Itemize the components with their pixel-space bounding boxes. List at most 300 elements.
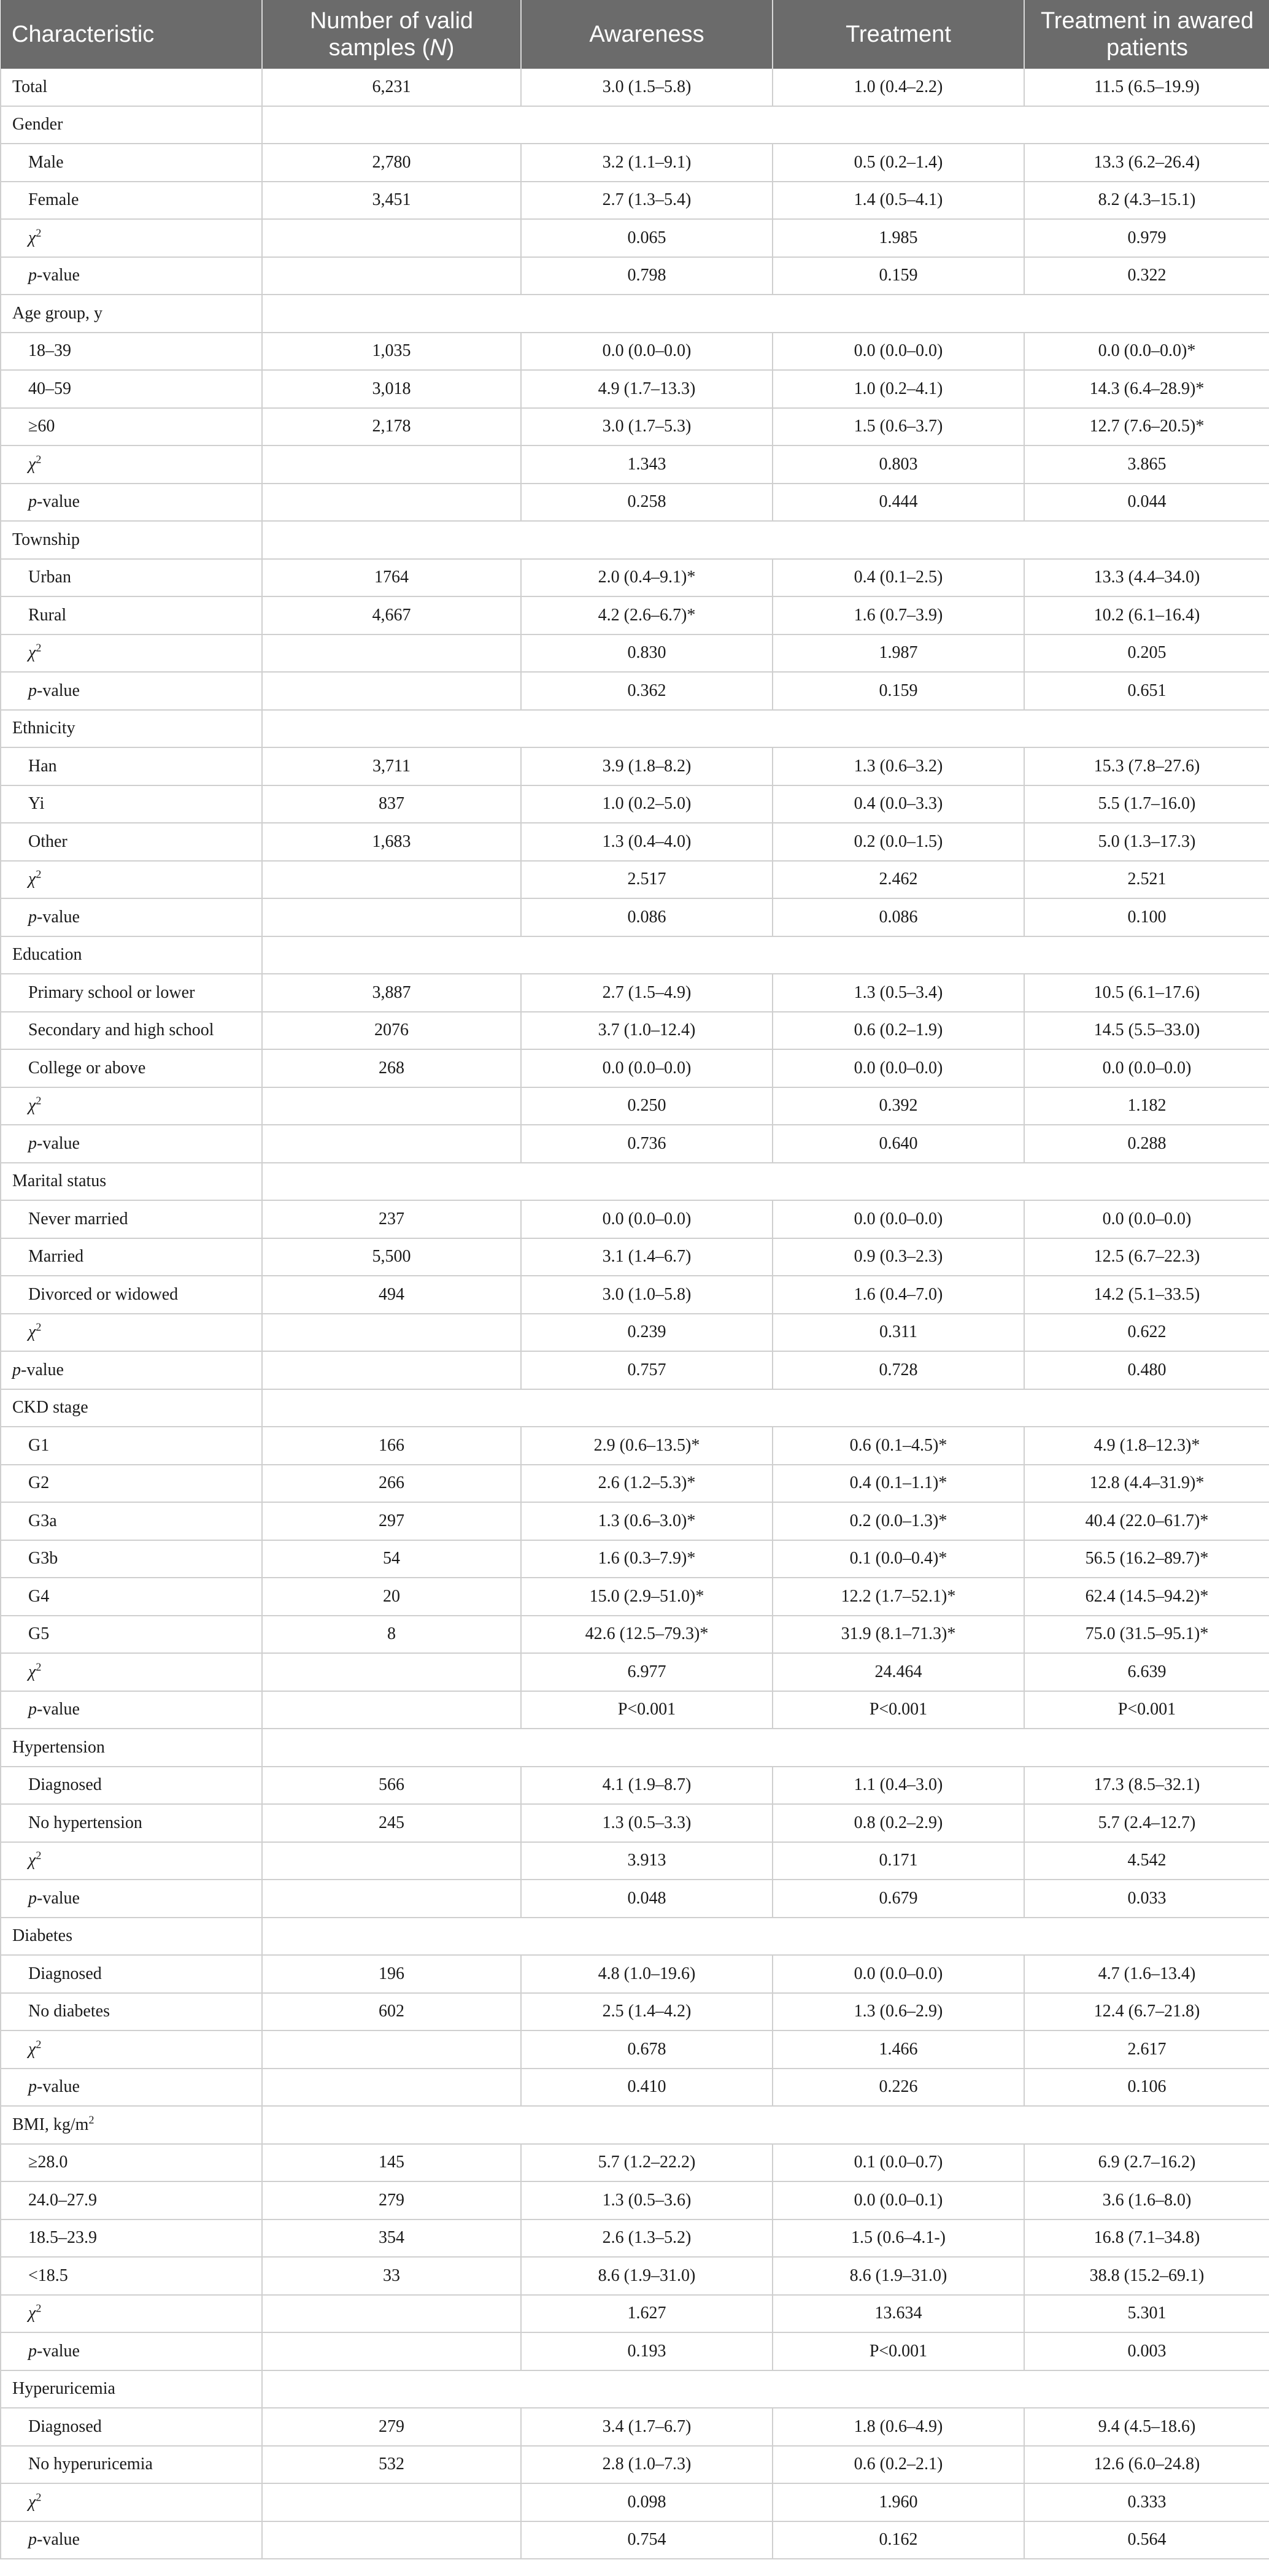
p-symbol: p [28,681,37,700]
empty-cell [773,2370,1024,2408]
cell-valid-samples: 5,500 [262,1238,521,1276]
cell-treatment-awared: 12.7 (7.6–20.5)* [1024,408,1269,446]
cell-treatment-awared: 14.2 (5.1–33.5) [1024,1276,1269,1314]
chi-sup: 2 [36,2491,42,2504]
row-label [1,1049,262,1087]
cell-valid-samples: 237 [262,1200,521,1238]
cell-valid-samples: 2076 [262,1012,521,1050]
group-label [1,295,262,333]
row-label [1,1238,262,1276]
cell-treatment: 8.6 (1.9–31.0) [773,2257,1024,2295]
p-symbol: p [12,1360,21,1379]
cell-treatment-awared: 0.979 [1024,219,1269,257]
cell-treatment-awared: 5.7 (2.4–12.7) [1024,1804,1269,1842]
cell-treatment-awared: 0.003 [1024,2332,1269,2370]
table-row [1,1540,1269,1578]
row-label-text: Diagnosed [28,1775,102,1795]
empty-cell [773,106,1024,144]
p-value-row [1,2332,1269,2370]
cell-treatment-awared: 1.182 [1024,1087,1269,1125]
cell-treatment-awared: 6.9 (2.7–16.2) [1024,2144,1269,2182]
cell-valid-samples [262,2483,521,2521]
cell-treatment-awared: 13.3 (6.2–26.4) [1024,144,1269,182]
p-value-row [1,484,1269,522]
cell-treatment: 2.462 [773,861,1024,899]
chi-square-row [1,1087,1269,1125]
group-label [1,1163,262,1201]
cell-awareness: 0.798 [521,257,773,295]
cell-treatment: 0.728 [773,1351,1024,1389]
chi-square-row [1,2295,1269,2333]
header-awareness-text: Awareness [589,21,704,47]
cell-treatment-awared: 4.9 (1.8–12.3)* [1024,1427,1269,1465]
cell-awareness: 3.2 (1.1–9.1) [521,144,773,182]
row-label [1,2069,262,2107]
header-samples-post: ) [446,35,455,61]
header-row [1,0,1269,69]
cell-valid-samples: 1,035 [262,333,521,371]
row-label [1,333,262,371]
cell-valid-samples: 33 [262,2257,521,2295]
row-label [1,747,262,785]
chi-square-row [1,1653,1269,1691]
header-awareness [521,0,773,69]
row-label [1,408,262,446]
cell-valid-samples: 279 [262,2181,521,2219]
row-label [1,1880,262,1918]
cell-awareness: 2.6 (1.2–5.3)* [521,1465,773,1503]
cell-treatment-awared: 2.617 [1024,2030,1269,2069]
row-label [1,898,262,936]
cell-awareness: 0.0 (0.0–0.0) [521,1049,773,1087]
row-label-text: Urban [28,568,71,587]
cell-treatment-awared: 15.3 (7.8–27.6) [1024,747,1269,785]
empty-cell [1024,2370,1269,2408]
row-label [1,672,262,710]
cell-valid-samples [262,2332,521,2370]
row-label [1,2030,262,2069]
row-label [1,2257,262,2295]
chi-symbol: χ [28,870,36,889]
cell-valid-samples: 4,667 [262,596,521,634]
table-row [1,1276,1269,1314]
row-label [1,634,262,673]
cell-awareness: 0.250 [521,1087,773,1125]
cell-treatment-awared: 8.2 (4.3–15.1) [1024,182,1269,220]
row-label-text: No hypertension [28,1813,142,1832]
cell-treatment-awared: 0.651 [1024,672,1269,710]
cell-treatment: 0.159 [773,257,1024,295]
cell-treatment-awared: 0.480 [1024,1351,1269,1389]
header-treatment-awared [1024,0,1269,69]
empty-cell [262,106,521,144]
empty-cell [773,1389,1024,1427]
cell-valid-samples: 3,451 [262,182,521,220]
row-label-text: G3a [28,1511,57,1530]
table-row [1,2446,1269,2484]
cell-treatment-awared: 38.8 (15.2–69.1) [1024,2257,1269,2295]
chi-symbol: χ [28,1851,36,1870]
cell-treatment: 0.9 (0.3–2.3) [773,1238,1024,1276]
cell-treatment: 0.4 (0.0–3.3) [773,785,1024,823]
group-header-row [1,2370,1269,2408]
chi-square-row [1,634,1269,673]
cell-treatment-awared: 5.301 [1024,2295,1269,2333]
empty-cell [773,1918,1024,1956]
cell-valid-samples: 1,683 [262,823,521,861]
empty-cell [521,1729,773,1767]
cell-treatment: 0.0 (0.0–0.0) [773,333,1024,371]
row-label [1,2332,262,2370]
group-label-text: CKD stage [12,1398,88,1417]
chi-sup: 2 [36,1849,42,1862]
row-label [1,1314,262,1352]
row-label-text: Other [28,831,68,851]
empty-cell [521,106,773,144]
cell-valid-samples [262,1351,521,1389]
empty-cell [1024,2106,1269,2144]
cell-awareness: 1.0 (0.2–5.0) [521,785,773,823]
cell-awareness: 42.6 (12.5–79.3)* [521,1616,773,1654]
p-label-rest: -value [37,266,80,285]
chi-sup: 2 [36,226,42,239]
group-label [1,106,262,144]
chi-symbol: χ [28,1322,36,1342]
row-label [1,861,262,899]
cell-treatment: 1.3 (0.6–2.9) [773,1993,1024,2031]
cell-valid-samples [262,1087,521,1125]
row-label [1,1804,262,1842]
row-label-text: Diagnosed [28,1964,102,1983]
row-label-text: Male [28,152,64,172]
cell-treatment: P<0.001 [773,1691,1024,1729]
row-label-text: G2 [28,1473,50,1493]
table-row [1,1502,1269,1540]
group-label-sup: 2 [88,2113,94,2126]
cell-valid-samples [262,672,521,710]
row-label-text: Diagnosed [28,2416,102,2436]
cell-awareness: 2.7 (1.5–4.9) [521,974,773,1012]
empty-cell [773,2106,1024,2144]
row-label-text: Yi [28,794,45,814]
cell-treatment: 0.2 (0.0–1.5) [773,823,1024,861]
cell-treatment-awared: 14.5 (5.5–33.0) [1024,1012,1269,1050]
table-row [1,1049,1269,1087]
p-symbol: p [28,1700,37,1719]
cell-treatment: 0.0 (0.0–0.1) [773,2181,1024,2219]
row-label [1,974,262,1012]
cell-valid-samples [262,445,521,484]
row-label [1,1200,262,1238]
cell-treatment-awared: 0.0 (0.0–0.0) [1024,1049,1269,1087]
group-label [1,1389,262,1427]
group-header-row [1,1389,1269,1427]
chi-sup: 2 [36,641,42,654]
header-treatment [773,0,1024,69]
chi-square-row [1,219,1269,257]
chi-square-row [1,2030,1269,2069]
cell-treatment-awared: 0.106 [1024,2069,1269,2107]
cell-awareness: 6.977 [521,1653,773,1691]
row-label [1,219,262,257]
row-label [1,257,262,295]
cell-treatment-awared: 5.0 (1.3–17.3) [1024,823,1269,861]
cell-valid-samples: 494 [262,1276,521,1314]
table-row [1,2144,1269,2182]
table-row [1,69,1269,106]
cell-valid-samples: 268 [262,1049,521,1087]
cell-treatment-awared: 75.0 (31.5–95.1)* [1024,1616,1269,1654]
empty-cell [262,1729,521,1767]
cell-treatment: 0.1 (0.0–0.7) [773,2144,1024,2182]
cell-treatment: 24.464 [773,1653,1024,1691]
empty-cell [521,2370,773,2408]
empty-cell [1024,1163,1269,1201]
cell-awareness: 5.7 (1.2–22.2) [521,2144,773,2182]
row-label [1,1125,262,1163]
cell-treatment: 0.226 [773,2069,1024,2107]
row-label [1,182,262,220]
header-treatment-awared-text: Treatment in awared patients [1040,8,1254,61]
p-label-rest: -value [37,1700,80,1719]
cell-awareness: 0.0 (0.0–0.0) [521,333,773,371]
cell-treatment-awared: 0.288 [1024,1125,1269,1163]
p-value-row [1,1691,1269,1729]
cell-treatment-awared: 40.4 (22.0–61.7)* [1024,1502,1269,1540]
p-value-row [1,2069,1269,2107]
empty-cell [1024,106,1269,144]
empty-cell [262,710,521,748]
cell-awareness: 1.343 [521,445,773,484]
cell-awareness: 3.7 (1.0–12.4) [521,1012,773,1050]
p-value-row [1,1125,1269,1163]
empty-cell [521,1389,773,1427]
cell-awareness: 2.9 (0.6–13.5)* [521,1427,773,1465]
group-label-text: Township [12,530,80,549]
chi-symbol: χ [28,1662,36,1681]
row-label-text: No diabetes [28,2002,110,2021]
group-header-row [1,1163,1269,1201]
chi-symbol: χ [28,454,36,474]
cell-valid-samples [262,2069,521,2107]
row-label-text: ≥28.0 [28,2153,68,2172]
cell-treatment: 0.6 (0.2–1.9) [773,1012,1024,1050]
cell-treatment-awared: 56.5 (16.2–89.7)* [1024,1540,1269,1578]
cell-awareness: 2.0 (0.4–9.1)* [521,559,773,597]
row-label-text: Secondary and high school [28,1020,214,1040]
chi-sup: 2 [36,1094,42,1107]
row-label [1,1540,262,1578]
cell-treatment: 1.1 (0.4–3.0) [773,1767,1024,1805]
cell-valid-samples: 3,018 [262,370,521,408]
empty-cell [521,295,773,333]
cell-awareness: 3.0 (1.5–5.8) [521,69,773,106]
p-label-rest: -value [37,1133,80,1153]
cell-treatment: 1.3 (0.5–3.4) [773,974,1024,1012]
cell-valid-samples: 196 [262,1955,521,1993]
cell-valid-samples [262,257,521,295]
row-label-text: Married [28,1247,84,1267]
p-value-row [1,898,1269,936]
cell-treatment-awared: 0.205 [1024,634,1269,673]
empty-cell [1024,521,1269,559]
empty-cell [521,521,773,559]
row-label-text: ≥60 [28,417,55,436]
p-label-rest: -value [37,2077,80,2097]
cell-treatment-awared: 0.0 (0.0–0.0) [1024,1200,1269,1238]
row-label-text: G4 [28,1586,50,1606]
cell-valid-samples [262,484,521,522]
cell-awareness: 0.048 [521,1880,773,1918]
table-row [1,823,1269,861]
group-label-text: Diabetes [12,1926,72,1946]
cell-treatment: 0.6 (0.2–2.1) [773,2446,1024,2484]
cell-awareness: 0.239 [521,1314,773,1352]
table-row [1,2181,1269,2219]
chi-sup: 2 [36,2302,42,2315]
cell-awareness: 0.830 [521,634,773,673]
cell-valid-samples: 266 [262,1465,521,1503]
cell-awareness: 2.8 (1.0–7.3) [521,2446,773,2484]
chi-sup: 2 [36,453,42,466]
empty-cell [1024,1389,1269,1427]
empty-cell [521,1163,773,1201]
group-label-text: Education [12,945,82,965]
table-row [1,370,1269,408]
row-label [1,144,262,182]
cell-treatment: 0.392 [773,1087,1024,1125]
row-label-text: 18.5–23.9 [28,2228,97,2248]
p-label-rest: -value [37,2341,80,2361]
row-label [1,445,262,484]
cell-treatment: 1.960 [773,2483,1024,2521]
cell-awareness: 1.3 (0.5–3.6) [521,2181,773,2219]
empty-cell [773,710,1024,748]
cell-valid-samples [262,2521,521,2559]
p-value-row [1,672,1269,710]
cell-valid-samples: 297 [262,1502,521,1540]
group-header-row [1,936,1269,974]
row-label [1,2446,262,2484]
cell-awareness: 0.757 [521,1351,773,1389]
table-row [1,1804,1269,1842]
cell-treatment: 13.634 [773,2295,1024,2333]
row-label [1,1012,262,1050]
row-label [1,1502,262,1540]
header-samples-pre: Number of valid samples ( [309,8,474,61]
table-row [1,1465,1269,1503]
cell-treatment: 0.0 (0.0–0.0) [773,1200,1024,1238]
row-label-text: G5 [28,1624,50,1644]
row-label [1,1993,262,2031]
table-row [1,1012,1269,1050]
cell-treatment: 1.5 (0.6–3.7) [773,408,1024,446]
group-label [1,710,262,748]
empty-cell [1024,1918,1269,1956]
empty-cell [1024,710,1269,748]
row-label [1,2144,262,2182]
header-samples-n: N [430,35,447,61]
header-number-of-samples [262,0,521,69]
chi-sup: 2 [36,1660,42,1673]
cell-treatment-awared: 0.033 [1024,1880,1269,1918]
row-label [1,1616,262,1654]
cell-treatment-awared: P<0.001 [1024,1691,1269,1729]
cell-valid-samples: 20 [262,1578,521,1616]
cell-awareness: 1.3 (0.6–3.0)* [521,1502,773,1540]
cell-treatment-awared: 0.044 [1024,484,1269,522]
cell-awareness: 3.1 (1.4–6.7) [521,1238,773,1276]
cell-treatment-awared: 62.4 (14.5–94.2)* [1024,1578,1269,1616]
cell-awareness: 0.258 [521,484,773,522]
cell-treatment: 0.2 (0.0–1.3)* [773,1502,1024,1540]
cell-valid-samples: 8 [262,1616,521,1654]
p-value-row [1,2521,1269,2559]
row-label [1,1087,262,1125]
row-label [1,484,262,522]
cell-valid-samples [262,1314,521,1352]
cell-treatment: 1.987 [773,634,1024,673]
cell-treatment-awared: 2.521 [1024,861,1269,899]
p-symbol: p [28,2341,37,2361]
cell-treatment: 0.8 (0.2–2.9) [773,1804,1024,1842]
cell-valid-samples: 1764 [262,559,521,597]
cell-treatment: 0.086 [773,898,1024,936]
empty-cell [262,295,521,333]
cell-valid-samples: 566 [262,1767,521,1805]
chi-symbol: χ [28,2304,36,2323]
row-label-text: <18.5 [28,2266,68,2285]
cell-awareness: 3.4 (1.7–6.7) [521,2408,773,2446]
cell-valid-samples: 354 [262,2219,521,2258]
table-row [1,1427,1269,1465]
chi-square-row [1,2483,1269,2521]
chi-sup: 2 [36,2038,42,2051]
group-header-row [1,295,1269,333]
cell-treatment: 0.0 (0.0–0.0) [773,1049,1024,1087]
cell-treatment: 0.4 (0.1–2.5) [773,559,1024,597]
empty-cell [773,936,1024,974]
row-label [1,559,262,597]
group-label [1,2106,262,2144]
empty-cell [773,1163,1024,1201]
cell-awareness: 0.193 [521,2332,773,2370]
table-row [1,596,1269,634]
row-label-text: Han [28,756,57,776]
cell-awareness: 3.0 (1.7–5.3) [521,408,773,446]
group-label [1,2370,262,2408]
empty-cell [773,295,1024,333]
group-label [1,936,262,974]
cell-treatment: 0.311 [773,1314,1024,1352]
cell-treatment-awared: 3.865 [1024,445,1269,484]
group-header-row [1,2106,1269,2144]
row-label [1,785,262,823]
empty-cell [262,2370,521,2408]
cell-treatment-awared: 16.8 (7.1–34.8) [1024,2219,1269,2258]
cell-valid-samples [262,2295,521,2333]
cell-valid-samples: 245 [262,1804,521,1842]
p-value-row [1,1880,1269,1918]
cell-awareness: 1.6 (0.3–7.9)* [521,1540,773,1578]
cell-valid-samples [262,1842,521,1880]
row-label [1,823,262,861]
cell-treatment: 31.9 (8.1–71.3)* [773,1616,1024,1654]
p-symbol: p [28,1888,37,1908]
cell-awareness: 3.0 (1.0–5.8) [521,1276,773,1314]
chi-symbol: χ [28,2039,36,2059]
row-label [1,2181,262,2219]
